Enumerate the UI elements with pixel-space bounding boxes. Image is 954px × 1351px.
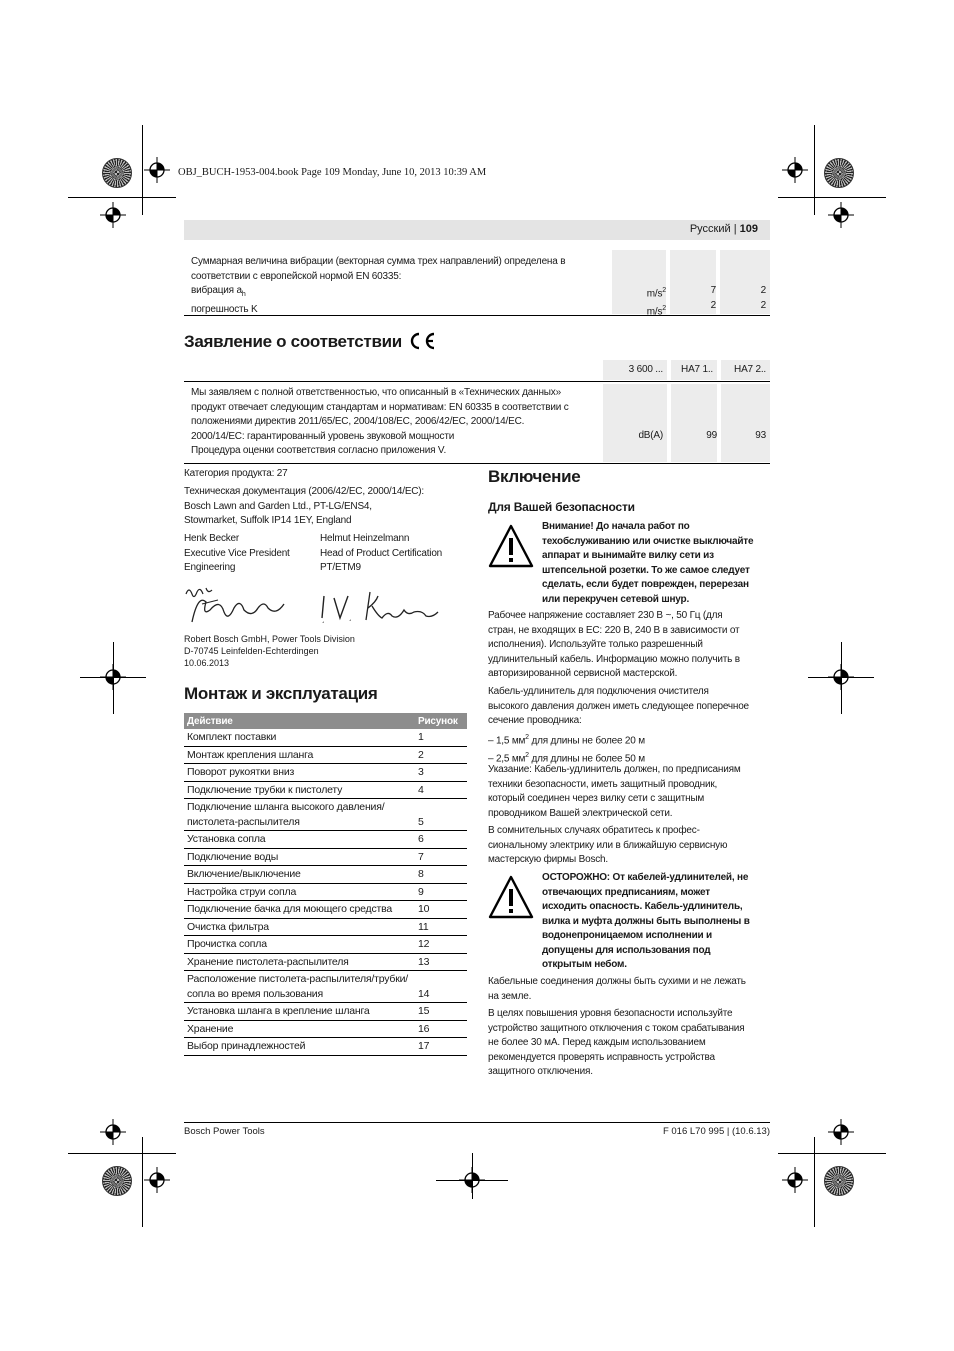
sound-value-1: 99 xyxy=(706,430,717,441)
table-row: Подключение воды 7 xyxy=(184,848,467,866)
vibration-label-sub: h xyxy=(241,291,246,298)
table-row: Выбор принадлежностей 17 xyxy=(184,1038,467,1056)
warning-triangle-icon xyxy=(488,875,534,919)
table-row: Установка сопла 6 xyxy=(184,831,467,849)
ce-mark-icon xyxy=(408,332,436,350)
vibration-text-line: Суммарная величина вибрации (векторная сумма трех направлений) определена в xyxy=(191,256,566,267)
footer-right: F 016 L70 995 | (10.6.13) xyxy=(662,1126,770,1137)
sound-value-2: 93 xyxy=(755,430,766,441)
conformity-text-line: положениями директив 2011/65/EC, 2004/108/EC, 2006/42/EC, 2000/14/EC. xyxy=(191,416,525,427)
list-item: – 2,5 $мм^2$ для длины не более 50 м xyxy=(488,751,645,765)
table-row: Очистка фильтра 11 xyxy=(184,918,467,936)
conformity-text-line: Мы заявляем с полной ответственностью, что описанный в «Технических данных» xyxy=(191,387,561,398)
uncertainty-unit: m/s xyxy=(646,306,663,318)
table-row: Поворот рукоятки вниз 3 xyxy=(184,764,467,782)
switching-on-title: Включение xyxy=(488,467,581,486)
table-row: Настройка струи сопла 9 xyxy=(184,883,467,901)
col-header: HA7 1.. xyxy=(671,360,717,380)
signer-1: Henk Becker Executive Vice President Engineering xyxy=(184,533,290,573)
col-header: 3 600 ... xyxy=(603,360,667,380)
table-row: Монтаж крепления шланга 2 xyxy=(184,746,467,764)
table-row: Установка шланга в крепление шланга 15 xyxy=(184,1003,467,1021)
table-row: Подключение шланга высокого давления/пистолета-распылителя 5 xyxy=(184,799,467,831)
cable-list xyxy=(488,731,645,767)
paragraph-voltage: Рабочее напряжение составляет 230 В ~, 50 Гц (для стран, не входящих в ЕС: 220 В, 240 В в зависимости от исполнения). Используйте только разрешенный удлинительный кабель. Информацию можно получить в авторизированной сервисной мастерской. xyxy=(488,610,740,679)
table-row: Комплект поставки 1 xyxy=(184,729,467,746)
signatures-icon xyxy=(182,582,452,630)
table-row: Подключение трубки к пистолету 4 xyxy=(184,781,467,799)
signer-2: Helmut Heinzelmann Head of Product Certification PT/ETM9 xyxy=(320,533,443,573)
sound-unit: dB(A) xyxy=(638,430,663,441)
table-row: Включение/выключение 8 xyxy=(184,866,467,884)
table-row: Расположение пистолета-распылителя/трубки/сопла во время пользования 14 xyxy=(184,971,467,1003)
action-table xyxy=(184,713,467,1056)
footer-left: Bosch Power Tools xyxy=(184,1126,265,1137)
page-language: Русский xyxy=(689,223,731,235)
paragraph-note: Указание: Кабель-удлинитель должен, по предписаниям техники безопасности, иметь защитный проводник, который соединен через вилку сети с защитным проводником Вашей электрической сети. xyxy=(488,764,741,819)
col-figure-header: Рисунок xyxy=(415,713,467,729)
vibration-value-1: 7 xyxy=(710,285,716,296)
footer-rule xyxy=(184,1122,770,1123)
warning-1: Внимание! До начала работ по техобслуживанию или очистке выключайте аппарат и вынимайте вилку сети из штепсельной розетки. То же самое следует сделать, если будет поврежден, перерезан или перекручен сетевой шнур. xyxy=(542,521,754,605)
table-row: Хранение 16 xyxy=(184,1020,467,1038)
page-number: 109 xyxy=(739,223,758,235)
col-action-header: Действие xyxy=(184,713,415,729)
conformity-text-line: продукт отвечает следующим стандартам и нормативам: EN 60335 в соответствии с xyxy=(191,401,569,413)
table-row: Прочистка сопла 12 xyxy=(184,936,467,954)
uncertainty-label: погрешность K xyxy=(191,303,258,315)
vibration-value-2: 2 xyxy=(760,285,766,296)
conformity-text-line: Процедура оценки соответствия согласно приложения V. xyxy=(191,445,447,456)
paragraph-rcd: В целях повышения уровня безопасности используйте устройство защитного отключения с током срабатывания не более 30 мА. Перед каждым использованием рекомендуется проверять исправность устройства защитного отключения. xyxy=(488,1008,745,1077)
warning-2: ОСТОРОЖНО: От кабелей-удлинителей, не отвечающих предписаниям, может исходить опасность. Кабель-удлинитель, вилка и муфта должны быть выполнены в водонепроницаемом исполнении и допущены для использования под открытым небом. xyxy=(542,872,750,970)
paragraph-service: В сомнительных случаях обратитесь к профес- сиональному электрику или в ближайшую сервисную мастерскую фирмы Bosch. xyxy=(488,825,728,865)
list-item: – 1,5 $мм^2$ для длины не более 20 м xyxy=(488,734,645,747)
col-header: HA7 2.. xyxy=(721,360,770,380)
paragraph-connections: Кабельные соединения должны быть сухими и не лежать на земле. xyxy=(488,976,746,1002)
conformity-text-line: 2000/14/EC: гарантированный уровень звуковой мощности xyxy=(191,430,455,442)
vibration-text-line: соответствии с европейской нормой EN 60335: xyxy=(191,270,402,282)
table-row: Хранение пистолета-распылителя 13 xyxy=(184,953,467,971)
assembly-title: Монтаж и эксплуатация xyxy=(184,684,378,703)
print-header: OBJ_BUCH-1953-004.book Page 109 Monday, June 10, 2013 10:39 AM xyxy=(178,167,487,178)
paragraph-cable: Кабель-удлинитель для подключения очистителя высокого давления должен иметь следующее поперечное сечение проводника: xyxy=(488,686,749,726)
company-address: Robert Bosch GmbH, Power Tools Division D-70745 Leinfelden-Echterdingen 10.06.2013 xyxy=(184,634,355,668)
warning-triangle-icon xyxy=(488,524,534,568)
table-row: Подключение бачка для моющего средства 10 xyxy=(184,901,467,919)
vibration-label: вибрация a xyxy=(191,285,242,296)
uncertainty-value-1: 2 xyxy=(710,299,716,311)
vibration-unit: m/s xyxy=(646,288,663,300)
conformity-title: Заявление о соответствии xyxy=(184,332,436,352)
safety-title: Для Вашей безопасности xyxy=(488,500,635,514)
tech-doc: Техническая документация (2006/42/EC, 2000/14/EC): Bosch Lawn and Garden Ltd., PT-LG/ENS4, Stowmarket, Suffolk IP14 1EY, England xyxy=(184,486,425,526)
page-header: Русский | 109 xyxy=(184,220,770,240)
uncertainty-value-2: 2 xyxy=(760,299,766,311)
product-category: Категория продукта: 27 xyxy=(184,468,288,479)
